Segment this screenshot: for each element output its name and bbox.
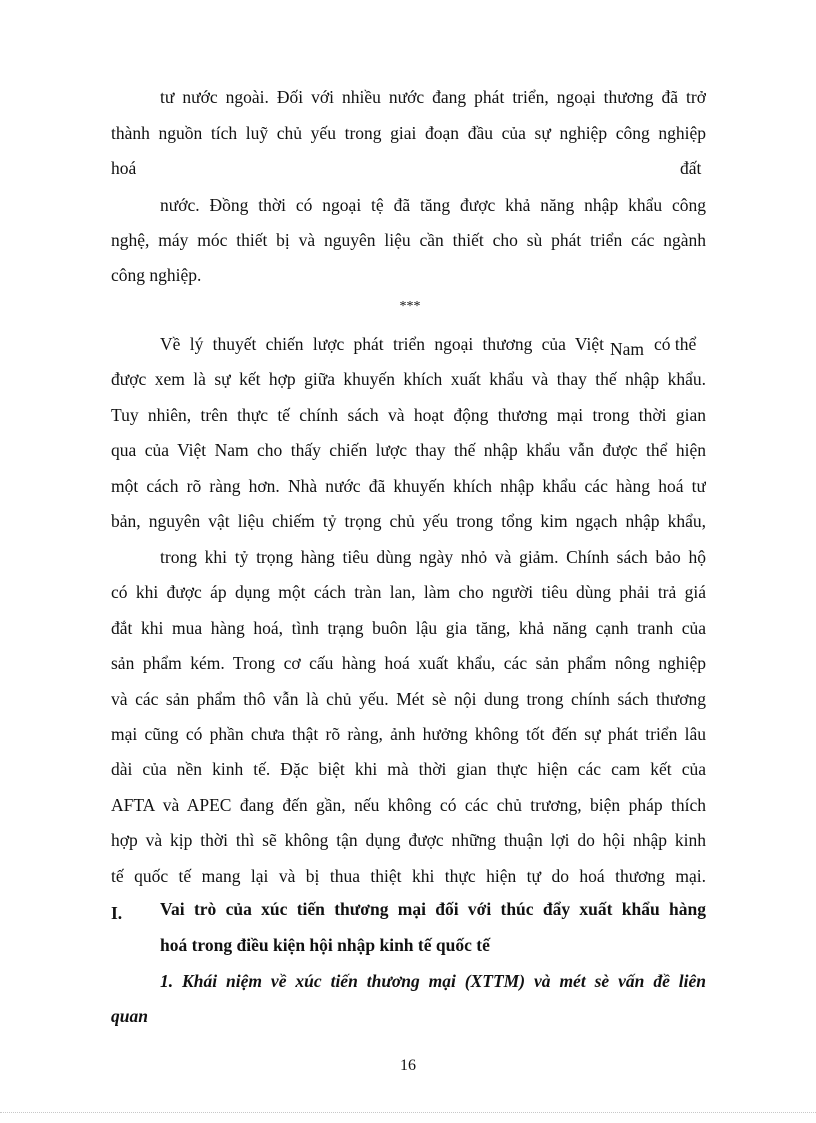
paragraph-1-line-3: hoá [111, 158, 137, 178]
paragraph-3-line-10: tế quốc tế mang lại và bị thua thiệt khi thực hiện tự do hoá thương mại. [111, 866, 706, 886]
paragraph-3-line-6: mại cũng có phần chưa thật rõ ràng, ảnh hưởng không tốt đến sự phát triển lâu [111, 724, 706, 744]
paragraph-1-line-3-end: đất [680, 158, 702, 178]
paragraph-1-line-6: công nghiệp. [111, 265, 202, 285]
page-bottom-rule [0, 1112, 816, 1113]
paragraph-3-line-9: hợp và kịp thời thì sẽ không tận dụng được những thuận lợi do hội nhập kinh [111, 830, 706, 850]
paragraph-3-line-2: có khi được áp dụng một cách tràn lan, làm cho người tiêu dùng phải trả giá [111, 582, 706, 602]
paragraph-3-line-5: và các sản phẩm thô vẫn là chủ yếu. Mét sè nội dung trong chính sách thương [111, 689, 706, 709]
paragraph-2-line-6: bản, nguyên vật liệu chiếm tỷ trọng chủ yếu trong tổng kim ngạch nhập khẩu, [111, 511, 706, 531]
paragraph-2-line-4: qua của Việt Nam cho thấy chiến lược thay thế nhập khẩu vẫn được thể hiện [111, 440, 706, 460]
subsection-title-line-1: 1. Khái niệm về xúc tiến thương mại (XTTM) và mét sè vấn đề liên [160, 971, 706, 991]
paragraph-3-line-3: đắt khi mua hàng hoá, tình trạng buôn lậu gia tăng, khả năng cạnh tranh của [111, 618, 706, 638]
paragraph-3-line-8: AFTA và APEC đang đến gần, nếu không có các chủ trương, biện pháp thích [111, 795, 706, 815]
section-title-line-2: hoá trong điều kiện hội nhập kinh tế quốc tế [160, 935, 490, 955]
paragraph-2-line-5: một cách rõ ràng hơn. Nhà nước đã khuyến khích nhập khẩu các hàng hoá tư [111, 476, 706, 496]
section-number: I. [111, 903, 123, 923]
paragraph-3-line-1: trong khi tỷ trọng hàng tiêu dùng ngày nhỏ và giảm. Chính sách bảo hộ [160, 547, 706, 567]
paragraph-2-line-1: Về lý thuyết chiến lược phát triển ngoại thương của Việt [160, 334, 604, 354]
paragraph-2-line-3: Tuy nhiên, trên thực tế chính sách và hoạt động thương mại trong thời gian [111, 405, 706, 425]
paragraph-1-line-4: nước. Đồng thời có ngoại tệ đã tăng được khả năng nhập khẩu công [160, 195, 706, 215]
paragraph-1-line-5: nghệ, máy móc thiết bị và nguyên liệu cần thiết cho sù phát triển các ngành [111, 230, 706, 250]
subsection-title-line-2: quan [111, 1006, 148, 1026]
paragraph-2-line-2: được xem là sự kết hợp giữa khuyến khích xuất khẩu và thay thế nhập khẩu. [111, 369, 706, 389]
section-separator: *** [399, 299, 421, 314]
paragraph-1-line-2: thành nguồn tích luỹ chủ yếu trong giai đoạn đầu của sự nghiệp công nghiệp [111, 123, 706, 143]
page-number: 16 [400, 1057, 416, 1074]
paragraph-2-line-1-nam: Nam [610, 339, 645, 359]
paragraph-2-line-1-end: có thể [654, 334, 697, 354]
paragraph-3-line-4: sản phẩm kém. Trong cơ cấu hàng hoá xuất khẩu, các sản phẩm nông nghiệp [111, 653, 706, 673]
paragraph-1-line-1: tư nước ngoài. Đối với nhiều nước đang phát triển, ngoại thương đã trở [160, 87, 706, 107]
paragraph-3-line-7: dài của nền kinh tế. Đặc biệt khi mà thời gian thực hiện các cam kết của [111, 759, 706, 779]
section-title-line-1: Vai trò của xúc tiến thương mại đối với thúc đẩy xuất khẩu hàng [160, 899, 706, 919]
